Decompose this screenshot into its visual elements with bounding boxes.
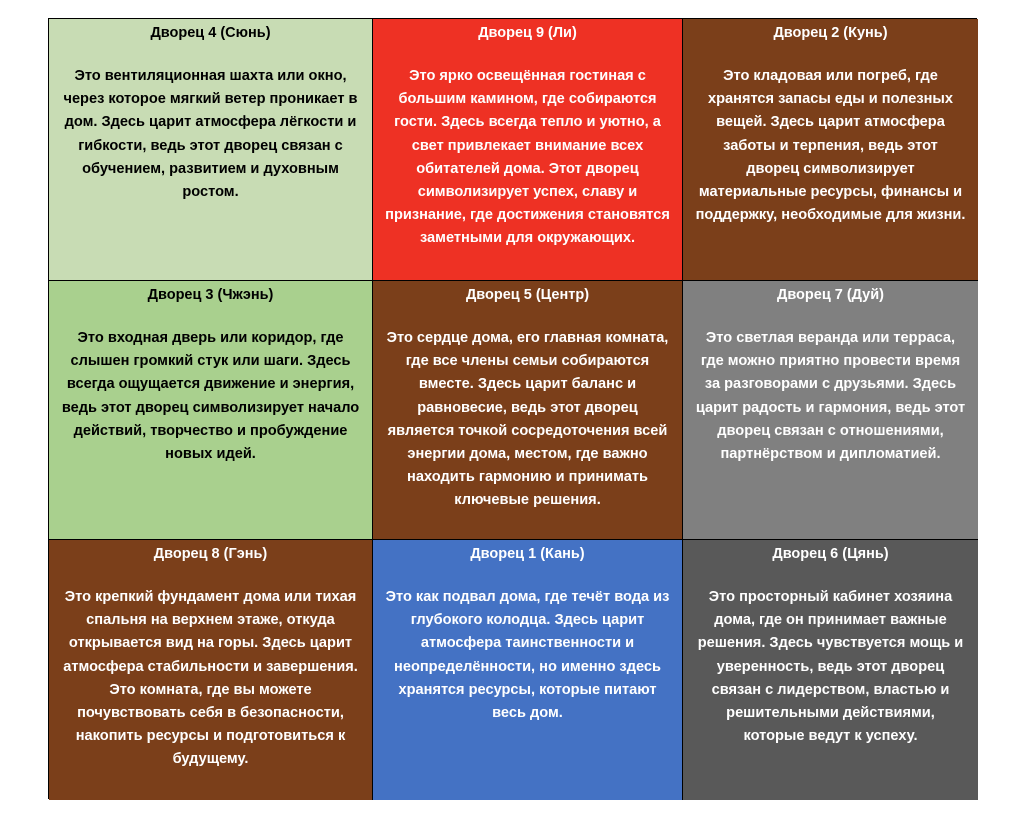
palace-title: Дворец 7 (Дуй) xyxy=(776,287,884,303)
palace-description: Это как подвал дома, где течёт вода из глубокого колодца. Здесь царит атмосфера таинственности и неопределённости, но именно здесь хранятся ресурсы, которые питают весь дом. xyxy=(385,589,670,722)
palace-cell-2 xyxy=(683,19,978,281)
palace-title: Дворец 8 (Гэнь) xyxy=(153,546,268,562)
palace-title: Дворец 9 (Ли) xyxy=(478,25,577,41)
palace-description: Это кладовая или погреб, где хранятся запасы еды и полезных вещей. Здесь царит атмосфера заботы и терпения, ведь этот дворец символизирует материальные ресурсы, финансы и поддержку, необходимые для жизни. xyxy=(695,68,966,224)
palace-description: Это входная дверь или коридор, где слышен громкий стук или шаги. Здесь всегда ощущается движение и энергия, ведь этот дворец символизирует начало действий, творчество и пробуждение новых идей. xyxy=(61,330,360,463)
palace-cell-9 xyxy=(373,19,683,281)
palace-cell-4 xyxy=(49,19,373,281)
palace-cell-5 xyxy=(373,281,683,540)
palace-grid xyxy=(48,18,977,799)
palace-cell-8 xyxy=(49,540,373,800)
palace-title: Дворец 3 (Чжэнь) xyxy=(147,287,274,303)
palace-description: Это светлая веранда или терраса, где можно приятно провести время за разговорами с друзьями. Здесь царит радость и гармония, ведь этот дворец связан с отношениями, партнёрством и дипломатией. xyxy=(695,330,966,463)
palace-cell-3 xyxy=(49,281,373,540)
palace-cell-7 xyxy=(683,281,978,540)
palace-description: Это просторный кабинет хозяина дома, где он принимает важные решения. Здесь чувствуется мощь и уверенность, ведь этот дворец связан с лидерством, властью и решительными действиями, которые ведут к успеху. xyxy=(697,589,964,745)
palace-title: Дворец 1 (Кань) xyxy=(470,546,585,562)
palace-description: Это вентиляционная шахта или окно, через которое мягкий ветер проникает в дом. Здесь царит атмосфера лёгкости и гибкости, ведь этот дворец связан с обучением, развитием и духовным ростом. xyxy=(63,68,358,201)
palace-title: Дворец 2 (Кунь) xyxy=(773,25,888,41)
palace-title: Дворец 5 (Центр) xyxy=(465,287,590,303)
palace-description: Это ярко освещённая гостиная с большим камином, где собираются гости. Здесь всегда тепло и уютно, а свет привлекает внимание всех обитателей дома. Этот дворец символизирует успех, славу и признание, где достижения становятся заметными для окружающих. xyxy=(385,68,670,247)
palace-title: Дворец 4 (Сюнь) xyxy=(150,25,271,41)
palace-cell-6 xyxy=(683,540,978,800)
palace-title: Дворец 6 (Цянь) xyxy=(772,546,889,562)
palace-cell-1 xyxy=(373,540,683,800)
palace-description: Это сердце дома, его главная комната, где все члены семьи собираются вместе. Здесь царит баланс и равновесие, ведь этот дворец является точкой сосредоточения всей энергии дома, местом, где важно находить гармонию и принимать ключевые решения. xyxy=(386,330,669,509)
palace-description: Это крепкий фундамент дома или тихая спальня на верхнем этаже, откуда открывается вид на горы. Здесь царит атмосфера стабильности и завершения. Это комната, где вы можете почувствовать себя в безопасности, накопить ресурсы и подготовиться к будущему. xyxy=(63,589,358,768)
